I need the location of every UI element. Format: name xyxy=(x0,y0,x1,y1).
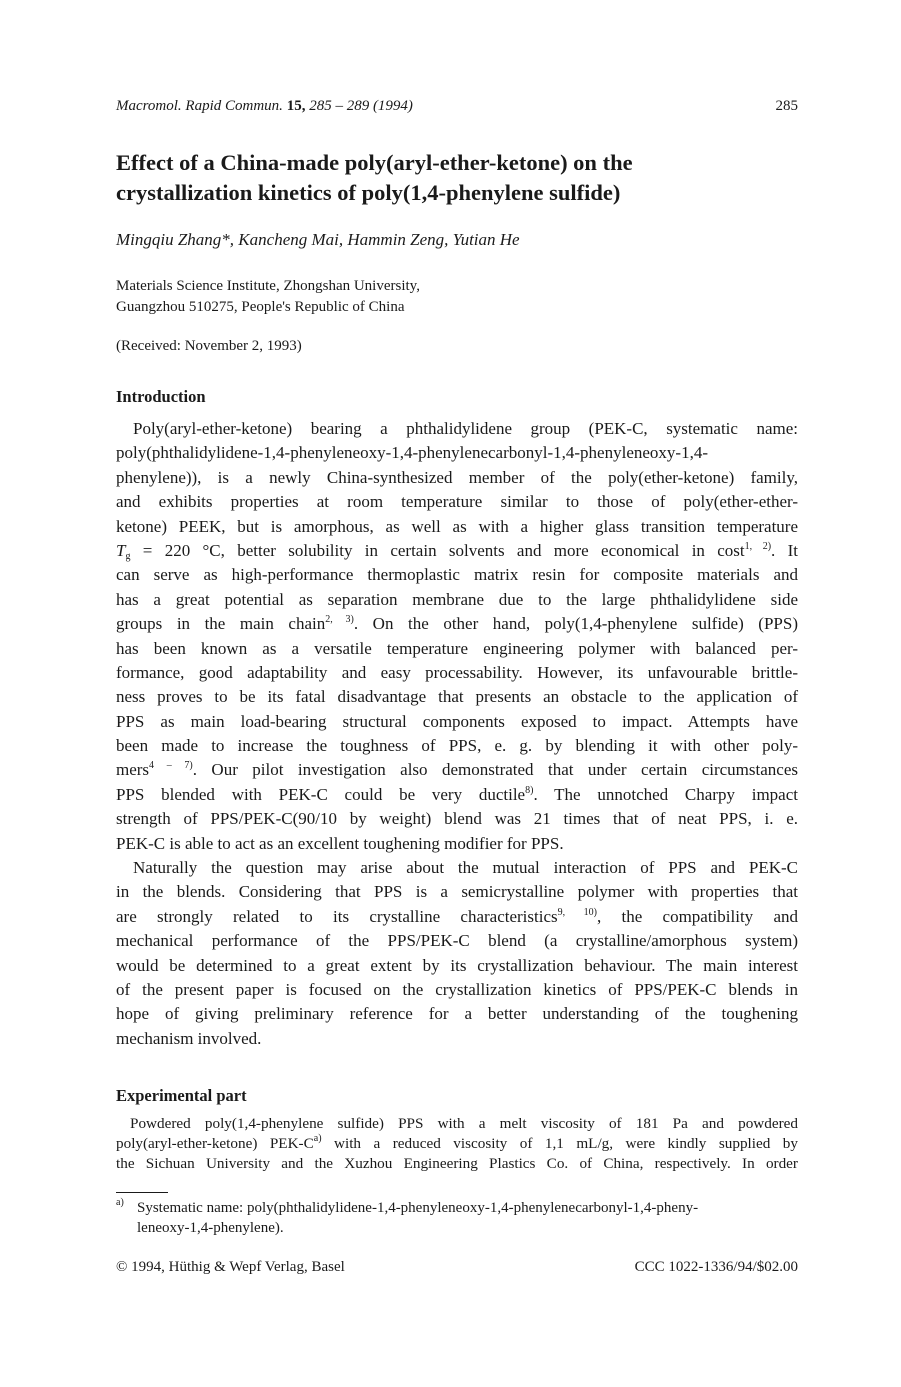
text-fragment: with a reduced viscosity of 1,1 mL/g, were kindly supplied by xyxy=(321,1135,798,1152)
tg-subscript: g xyxy=(125,550,131,562)
text-line: can serve as high-performance thermoplastic matrix resin for composite materials and xyxy=(116,565,798,585)
text-line xyxy=(116,758,798,782)
text-line: Poly(aryl-ether-ketone) bearing a phthalidylidene group (PEK-C, systematic name: xyxy=(133,419,798,438)
introduction-heading: Introduction xyxy=(116,387,206,406)
text-line: PEK-C is able to act as an excellent toughening modifier for PPS. xyxy=(116,833,564,853)
text-fragment: . The unnotched Charpy impact xyxy=(533,784,798,804)
text-line: has a great potential as separation membrane due to the large phthalidylidene side xyxy=(116,589,798,609)
text-line: hope of giving preliminary reference for a better understanding of the toughening xyxy=(116,1004,798,1024)
text-line: in the blends. Considering that PPS is a semicrystalline polymer with properties that xyxy=(116,882,798,902)
text-line xyxy=(116,1134,798,1154)
affiliation-line: Guangzhou 510275, People's Republic of China xyxy=(116,299,405,315)
citation-ref: 2, 3) xyxy=(325,614,354,626)
text-line: strength of PPS/PEK-C(90/10 by weight) blend was 21 times that of neat PPS, i. e. xyxy=(116,809,798,829)
tg-symbol: T xyxy=(116,540,126,560)
text-line: ketone) PEEK, but is amorphous, as well as with a higher glass transition temperature xyxy=(116,516,798,536)
author-list: Mingqiu Zhang*, Kancheng Mai, Hammin Zeng, Yutian He xyxy=(116,230,520,249)
page-number: 285 xyxy=(775,98,798,114)
text-fragment: = 220 °C, better solubility in certain solvents and more economical in cost xyxy=(130,540,745,560)
footnote xyxy=(116,1198,798,1238)
text-line: mechanical performance of the PPS/PEK-C blend (a crystalline/amorphous system) xyxy=(116,931,798,951)
footnote-divider xyxy=(116,1192,168,1193)
footnote-ref: a) xyxy=(313,1133,322,1144)
text-fragment: groups in the main chain xyxy=(116,614,326,634)
text-fragment: , the compatibility and xyxy=(596,906,798,926)
journal-pages: 285 – 289 (1994) xyxy=(309,98,413,114)
text-fragment: poly(aryl-ether-ketone) PEK-C xyxy=(116,1135,314,1152)
citation-ref: 4 – 7) xyxy=(149,760,193,772)
footnote-line: $^{a)}$ Systematic name: poly(phthalidylidene-1,4-phenyleneoxy-1,4-phenylenecarbonyl-1,4-pheny- xyxy=(116,1197,699,1216)
text-line xyxy=(116,539,798,563)
text-fragment: . It xyxy=(771,540,798,560)
text-line: of the present paper is focused on the crystallization kinetics of PPS/PEK-C blends in xyxy=(116,979,798,999)
text-line: phenylene)), is a newly China-synthesized member of the poly(ether-ketone) family, xyxy=(116,467,798,487)
text-line xyxy=(116,783,798,807)
affiliation xyxy=(116,276,420,318)
text-line: poly(phthalidylidene-1,4-phenyleneoxy-1,4-phenylenecarbonyl-1,4-phenyleneoxy-1,4- xyxy=(116,443,708,463)
footnote-line: leneoxy-1,4-phenylene). xyxy=(137,1220,284,1236)
citation-ref: 8) xyxy=(525,784,534,796)
experimental-body xyxy=(116,1114,798,1174)
text-fragment: PPS blended with PEK-C could be very ductile xyxy=(116,784,526,804)
text-line: has been known as a versatile temperature engineering polymer with balanced per- xyxy=(116,638,798,658)
running-header xyxy=(116,96,798,116)
citation-ref: 9, 10) xyxy=(557,906,597,918)
title-line: crystallization kinetics of poly(1,4-phenylene sulfide) xyxy=(116,180,621,205)
article-title xyxy=(116,148,816,208)
text-line: been made to increase the toughness of PPS, e. g. by blending it with other poly- xyxy=(116,736,798,756)
text-line: formance, good adaptability and easy processability. However, its unfavourable brittle- xyxy=(116,662,798,682)
affiliation-line: Materials Science Institute, Zhongshan University, xyxy=(116,278,420,294)
text-line: the Sichuan University and the Xuzhou Engineering Plastics Co. of China, respectively. In order xyxy=(116,1155,798,1172)
text-line: would be determined to a great extent by its crystallization behaviour. The main interest xyxy=(116,955,798,975)
received-date: (Received: November 2, 1993) xyxy=(116,338,302,354)
copyright: © 1994, Hüthig & Wepf Verlag, Basel xyxy=(116,1259,345,1275)
journal-volume: 15, xyxy=(286,98,306,114)
text-fragment: . Our pilot investigation also demonstrated that under certain circumstances xyxy=(192,760,798,780)
page-footer xyxy=(116,1257,798,1277)
text-fragment: mers xyxy=(116,760,150,780)
journal-name: Macromol. Rapid Commun. xyxy=(116,98,283,114)
experimental-heading: Experimental part xyxy=(116,1086,247,1105)
text-line: mechanism involved. xyxy=(116,1028,262,1048)
text-line: Powdered poly(1,4-phenylene sulfide) PPS with a melt viscosity of 181 Pa and powdered xyxy=(130,1115,798,1132)
text-line xyxy=(116,612,798,636)
introduction-body xyxy=(116,417,798,1051)
text-fragment: Systematic name: poly(phthalidylidene-1,4-phenyleneoxy-1,4-phenylenecarbonyl-1,4-pheny- xyxy=(137,1200,699,1216)
text-line: Naturally the question may arise about the mutual interaction of PPS and PEK-C xyxy=(133,858,798,878)
citation-ref: 1, 2) xyxy=(744,540,772,552)
text-line xyxy=(116,905,798,929)
text-fragment: are strongly related to its crystalline characteristics xyxy=(116,906,558,926)
text-line: ness proves to be its fatal disadvantage that presents an obstacle to the application of xyxy=(116,687,798,707)
title-line: Effect of a China-made poly(aryl-ether-ketone) on the xyxy=(116,150,633,175)
ccc-code: CCC 1022-1336/94/$02.00 xyxy=(634,1259,798,1275)
text-line: and exhibits properties at room temperature similar to those of poly(ether-ether- xyxy=(116,492,798,512)
text-line: PPS as main load-bearing structural components exposed to impact. Attempts have xyxy=(116,711,798,731)
text-fragment: . On the other hand, poly(1,4-phenylene sulfide) (PPS) xyxy=(353,614,798,634)
